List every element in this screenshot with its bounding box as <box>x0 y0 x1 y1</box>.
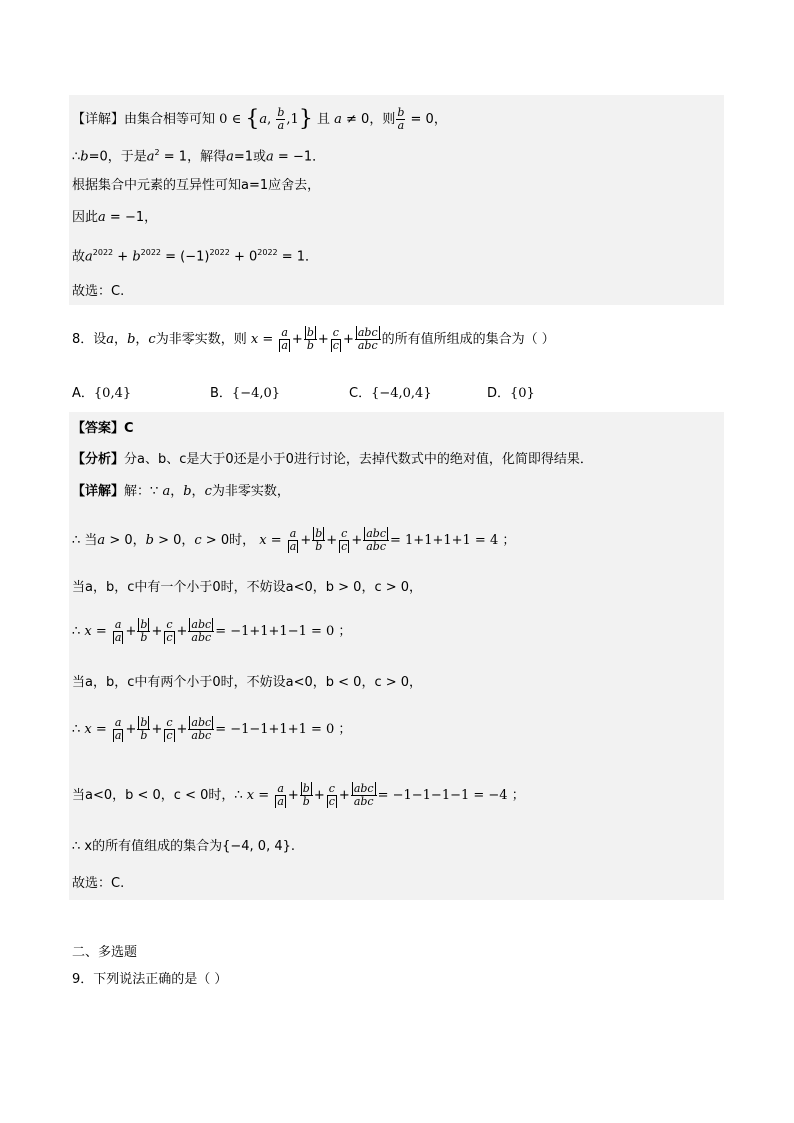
case-1: ∴ 当a > 0，b > 0，c > 0时， x = $\frac{a}{a}$ + $\frac{b}{b}$ + $\frac{c}{c}$ + $\frac{\text{abc}}{\text{abc}}$ = 1+1+1+1 = 4 ； <box>72 527 516 553</box>
option-b: B．{−4,0} <box>210 386 281 401</box>
q7-detail-line2: ∴b=0，于是$a^2 = 1$，解得a=1或a = −1． <box>72 148 326 165</box>
q8-choice: 故选：C. <box>72 876 125 891</box>
question-9: 9．下列说法正确的是（ ） <box>72 972 228 987</box>
detail-intro: 【详解】解：∵ a，b，c为非零实数， <box>72 484 290 499</box>
case-2-condition: 当a，b，c中有一个小于0时，不妨设a<0，b > 0，c > 0， <box>72 580 423 595</box>
question-8: 8．设a，b，c为非零实数，则 x = $\frac{a}{a}$ + $\frac{b}{b}$ + $\frac{c}{c}$ + $\frac{\text{abc}}{\text{abc}}$ 的所有值所组成的集合为（ ） <box>72 326 555 352</box>
q7-detail-line1: 【详解】由集合相等可知 0 ∈ {a, $\frac{b}{a}$ ,1} 且 a ≠ 0，则 $\frac{b}{a}$ = 0， <box>72 106 447 132</box>
option-d: D．{0} <box>487 386 535 401</box>
case-3-condition: 当a，b，c中有两个小于0时，不妨设a<0，b < 0，c > 0， <box>72 675 423 690</box>
q7-choice: 故选：C. <box>72 284 125 299</box>
q7-detail-line4: 因此a = −1， <box>72 210 158 225</box>
analysis-line: 【分析】分a、b、c是大于0还是小于0进行讨论，去掉代数式中的绝对值，化简即得结果． <box>72 452 593 467</box>
option-c: C．{−4,0,4} <box>349 386 432 401</box>
case-3-result: ∴ x = $\frac{a}{a}$ + $\frac{b}{b}$ + $\frac{c}{c}$ + $\frac{\text{abc}}{\text{abc}}$ = −1−1+1+1 = 0 ； <box>72 716 352 742</box>
option-a: A．{0,4} <box>72 386 132 401</box>
case-4: 当a<0，b < 0，c < 0时，∴ x = $\frac{a}{a}$ + $\frac{b}{b}$ + $\frac{c}{c}$ + $\frac{\text{abc}}{\text{abc}}$ = −1−1−1−1 = −4 ； <box>72 782 525 808</box>
q7-detail-line3: 根据集合中元素的互异性可知a=1应舍去， <box>72 178 321 193</box>
case-2-result: ∴ x = $\frac{a}{a}$ + $\frac{b}{b}$ + $\frac{c}{c}$ + $\frac{\text{abc}}{\text{abc}}$ = −1+1+1−1 = 0 ； <box>72 618 352 644</box>
q7-detail-line5: 故$a^{2022} + b^{2022} = (-1)^{2022} + 0^{2022} = 1$． <box>72 248 319 265</box>
conclusion-line: ∴ x的所有值组成的集合为{−4, 0, 4}. <box>72 839 296 854</box>
answer-line: 【答案】C <box>72 421 134 436</box>
detail-head: 【详解】 <box>72 112 125 127</box>
section-heading: 二、多选题 <box>72 945 138 960</box>
